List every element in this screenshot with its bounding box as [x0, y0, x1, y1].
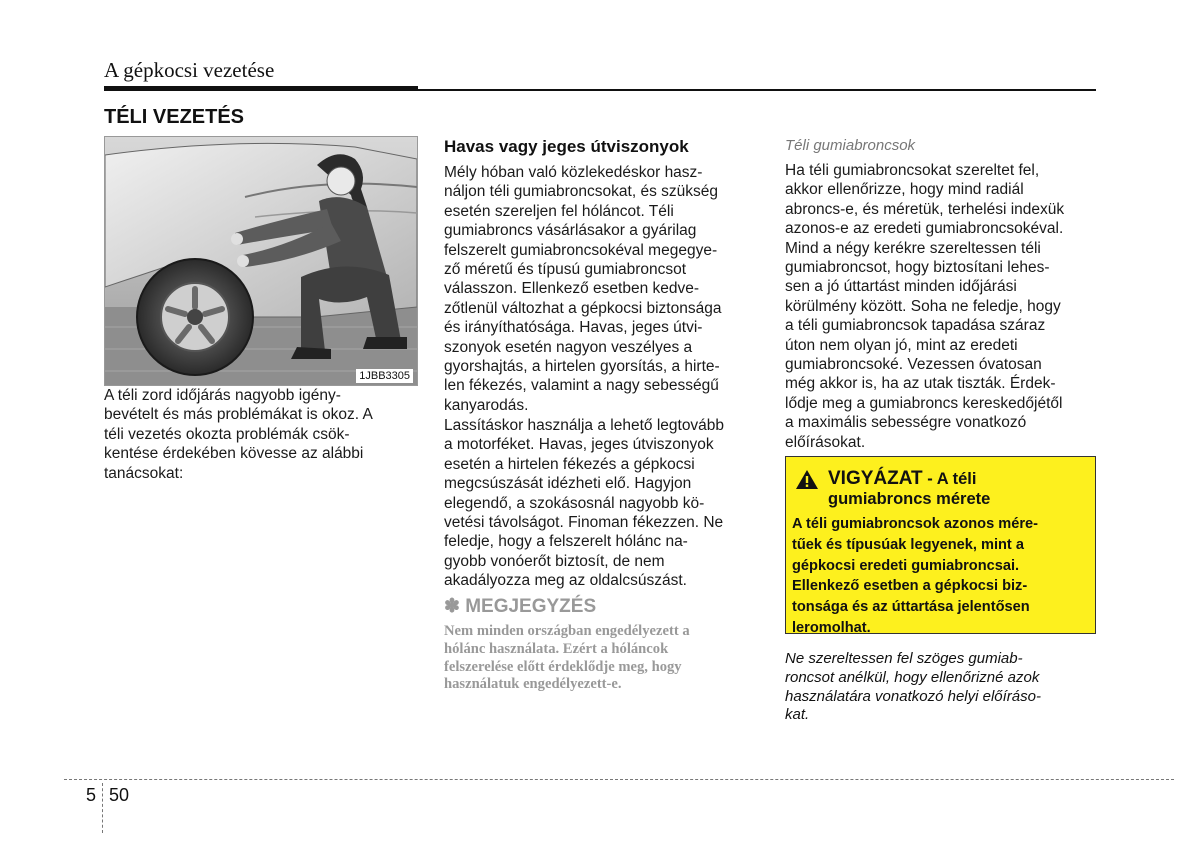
warning-title-rest: - A téli	[922, 470, 977, 488]
snow-ice-paragraph-1: Mély hóban való közlekedéskor hasz- náljon téli gumiabroncsokat, és szükség esetén szereljen fel hóláncot. Téli gumiabroncs vásárlásakor a gyárilag felszerelt gumiabroncsokéval megegye- ző méretű és típusú gumiabroncsot válasszon. Ellenkező esetben kedve- zőtlenül változhat a gépkocsi biztonsága és irányíthatósága. Havas, jeges útvi- szonyok esetén nagyon veszélyes a gyorshajtás, a hirtelen gyorsítás, a hirte- len fékezés, valamint a nagy sebességű kanyarodás.	[444, 164, 722, 414]
header-rule-thick	[104, 86, 418, 91]
snow-ice-paragraph-2: Lassításkor használja a lehető legtovább a motorféket. Havas, jeges útviszonyok esetén a hirtelen fékezés a gépkocsi megcsúszását idézheti elő. Hagyjon elegendő, a szokásosnál nagyobb kö- vetési távolságot. Finoman fékezzen. Ne feledje, hogy a felszerelt hólánc na- gyobb vonóerőt biztosít, de nem akadályozza meg az oldalcsúszást.	[444, 417, 725, 590]
header-rule-thin	[418, 89, 1096, 91]
winter-tire-illustration	[104, 136, 418, 386]
section-title: TÉLI VEZETÉS	[104, 106, 245, 128]
chapter-number: 5	[86, 785, 97, 805]
warning-title-main: VIGYÁZAT	[828, 468, 923, 489]
footer-divider	[102, 783, 103, 833]
warning-box	[785, 456, 1096, 634]
warning-subtitle: gumiabroncs mérete	[828, 490, 991, 508]
footer-rule	[64, 779, 1174, 780]
warning-title	[828, 467, 976, 491]
page-number: 50	[109, 785, 130, 805]
winter-tires-heading: Téli gumiabroncsok	[785, 137, 916, 154]
image-code: 1JBB3305	[356, 369, 413, 383]
intro-paragraph: A téli zord időjárás nagyobb igény- bevételt és más problémákat is okoz. A téli vezetés okozta problémák csök- kentése érdekében kövesse az alábbi tanácsokat:	[104, 387, 373, 482]
running-header: A gépkocsi vezetése	[104, 58, 275, 82]
note-heading: ✽ MEGJEGYZÉS	[444, 596, 597, 617]
studded-tire-note: Ne szereltessen fel szöges gumiab- roncsot anélkül, hogy ellenőrizné azok használatára vonatkozó helyi előíráso- kat.	[785, 650, 1041, 724]
note-body: Nem minden országban engedélyezett a hólánc használata. Ezért a hóláncok felszerelése előtt érdeklődje meg, hogy használatuk engedélyezett-e.	[444, 623, 690, 693]
snow-ice-heading: Havas vagy jeges útviszonyok	[444, 137, 689, 156]
warning-triangle-icon	[795, 469, 819, 490]
winter-tires-paragraph: Ha téli gumiabroncsokat szereltet fel, akkor ellenőrizze, hogy mind radiál abroncs-e, és méretük, terhelési indexük azonos-e az eredeti gumiabroncsokéval. Mind a négy kerékre szereltessen téli gumiabroncsot, hogy biztosítani lehes- sen a jó úttartást minden időjárási körülmény között. Soha ne feledje, hogy a téli gumiabroncsok tapadása száraz úton nem olyan jó, mint az eredeti gumiabroncsoké. Vezessen óvatosan még akkor is, ha az utak tiszták. Érdek- lődje meg a gumiabroncs kereskedőjétől a maximális sebességre vonatkozó előírásokat.	[785, 162, 1065, 451]
illustration-drawing	[105, 137, 417, 385]
warning-body: A téli gumiabroncsok azonos mére- tűek és típusúak legyenek, mint a gépkocsi eredeti gumiabroncsai. Ellenkező esetben a gépkocsi biz- tonsága és az úttartása jelentősen leromolhat.	[792, 516, 1038, 636]
